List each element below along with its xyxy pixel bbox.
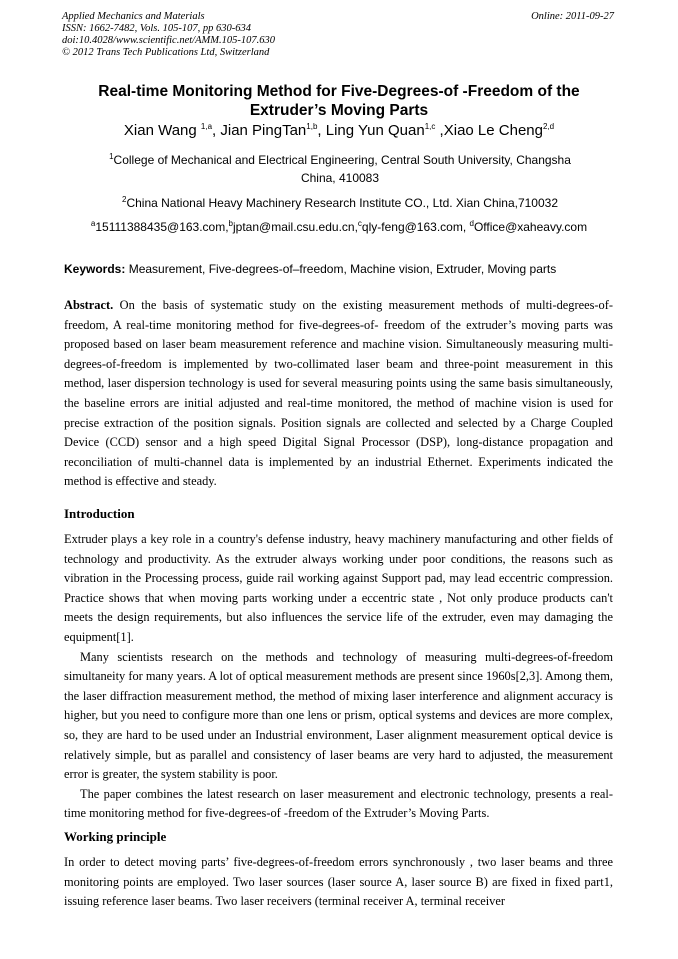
affiliation-text: China National Heavy Machinery Research Institute CO., Ltd. Xian China,710032 [126,196,559,210]
email-sup: c [357,219,362,228]
abstract-text: On the basis of systematic study on the existing measurement methods of multi-degrees-of-freedom, A real-time monitoring method for five-degrees-of- freedom of the extruder’s moving parts was proposed based on laser beam measurement reference and machine vision. Simultaneously measuring multi-degrees-of-freedom is implemented by two-collimated laser beam and three-point measurement in this method, laser dispersion technology is used for several measuring points using the same basis simultaneously, the baseline errors are initial adjusted and real-time monitored, the method of machine vision is used for precise extraction of the position signals. Position signals are collected and selected by a Charge Coupled Device (CCD) sensor and a high speed Digital Signal Processor (DSP), long-distance propagation and reconciliation of multi-channel data is implemented by an industrial Ethernet. Experiments indicated the method is effective and steady. [64,298,613,489]
email-sup: d [469,219,474,228]
author-sup: 1,c [424,122,436,131]
abstract [64,296,613,492]
online-date: Online: 2011-09-27 [531,11,614,22]
author-list [64,122,614,139]
author-name: ,Xiao Le Cheng [435,122,543,139]
title-line-2: Extruder’s Moving Parts [249,102,429,119]
email: 15111388435@163.com, [95,220,229,234]
email-sup: b [228,219,233,228]
affiliation-1 [90,151,590,187]
author-sup: 1,a [200,122,213,131]
author-sup: 2,d [542,122,555,131]
title-line-1: Real-time Monitoring Method for Five-Degrees-of -Freedom of the [98,83,580,100]
issn-line: ISSN: 1662-7482, Vols. 105-107, pp 630-634 [62,23,251,34]
email: jptan@mail.csu.edu.cn, [233,220,358,234]
paragraph: Extruder plays a key role in a country's defense industry, heavy machinery manufacturing and other fields of technology and productivity. As the extruder always working under poor conditions, the reasons such as vibration in the Processing process, guide rail working against Support pad, may lead eccentric compression. Practice shows that when moving parts working under a eccentric state , Not only produce products can't meets the design requirements, but also influences the service life of the extruder, even may damaging the equipment[1]. [64,532,613,644]
paper-title [64,82,614,120]
journal-name: Applied Mechanics and Materials [62,11,205,22]
author-name: , Jian PingTan [212,122,307,139]
journal-header [62,11,275,59]
keywords-label: Keywords: [64,262,126,276]
author-sup: 1,b [306,122,318,131]
affiliation-sup: 2 [121,195,127,204]
working-principle-body [64,853,613,912]
introduction-body [64,530,613,824]
keywords-text: Measurement, Five-degrees-of–freedom, Machine vision, Extruder, Moving parts [125,262,557,276]
affiliation-text: College of Mechanical and Electrical Engineering, Central South University, Changsha [113,153,571,167]
email: qly-feng@163.com, [361,220,470,234]
doi-line: doi:10.4028/www.scientific.net/AMM.105-107.630 [62,35,275,46]
email: Office@xaheavy.com [473,220,588,234]
email-list [64,220,614,234]
author-name: Xian Wang [123,122,201,139]
email-sup: a [90,219,96,228]
working-principle-heading: Working principle [64,829,167,844]
affiliation-text: China, 410083 [300,171,380,185]
paragraph: The paper combines the latest research on laser measurement and electronic technology, presents a real-time monitoring method for five-degrees-of -freedom of the Extruder’s Moving Parts. [64,786,613,821]
paragraph: Many scientists research on the methods and technology of measuring multi-degrees-of-freedom simultaneity for many years. A lot of optical measurement methods are present since 1960s[2,3]. Among them, the laser diffraction measurement method, the method of mixing laser interference and alignment accuracy is higher, but you need to configure more than one lens or prism, optical systems and devices are more complex, so, they are hard to be used under an Industrial environment, Laser alignment measurement optical device is relatively simple, but as parallel and consistency of laser beams are very hard to adjusted, the measurement error is greater, the system stability is poor. [64,649,613,782]
affiliation-sup: 1 [109,152,114,161]
affiliation-2 [90,194,590,212]
keywords [64,262,556,276]
abstract-label: Abstract. [64,298,114,312]
copyright-line: © 2012 Trans Tech Publications Ltd, Switzerland [62,47,270,58]
introduction-heading: Introduction [64,506,135,521]
author-name: , Ling Yun Quan [317,122,425,139]
paragraph: In order to detect moving parts’ five-degrees-of-freedom errors synchronously , two laser beams and three monitoring points are employed. Two laser sources (laser source A, laser source B) are fixed in fixed part1, issuing reference laser beams. Two laser receivers (terminal receiver A, terminal receiver [64,855,613,909]
